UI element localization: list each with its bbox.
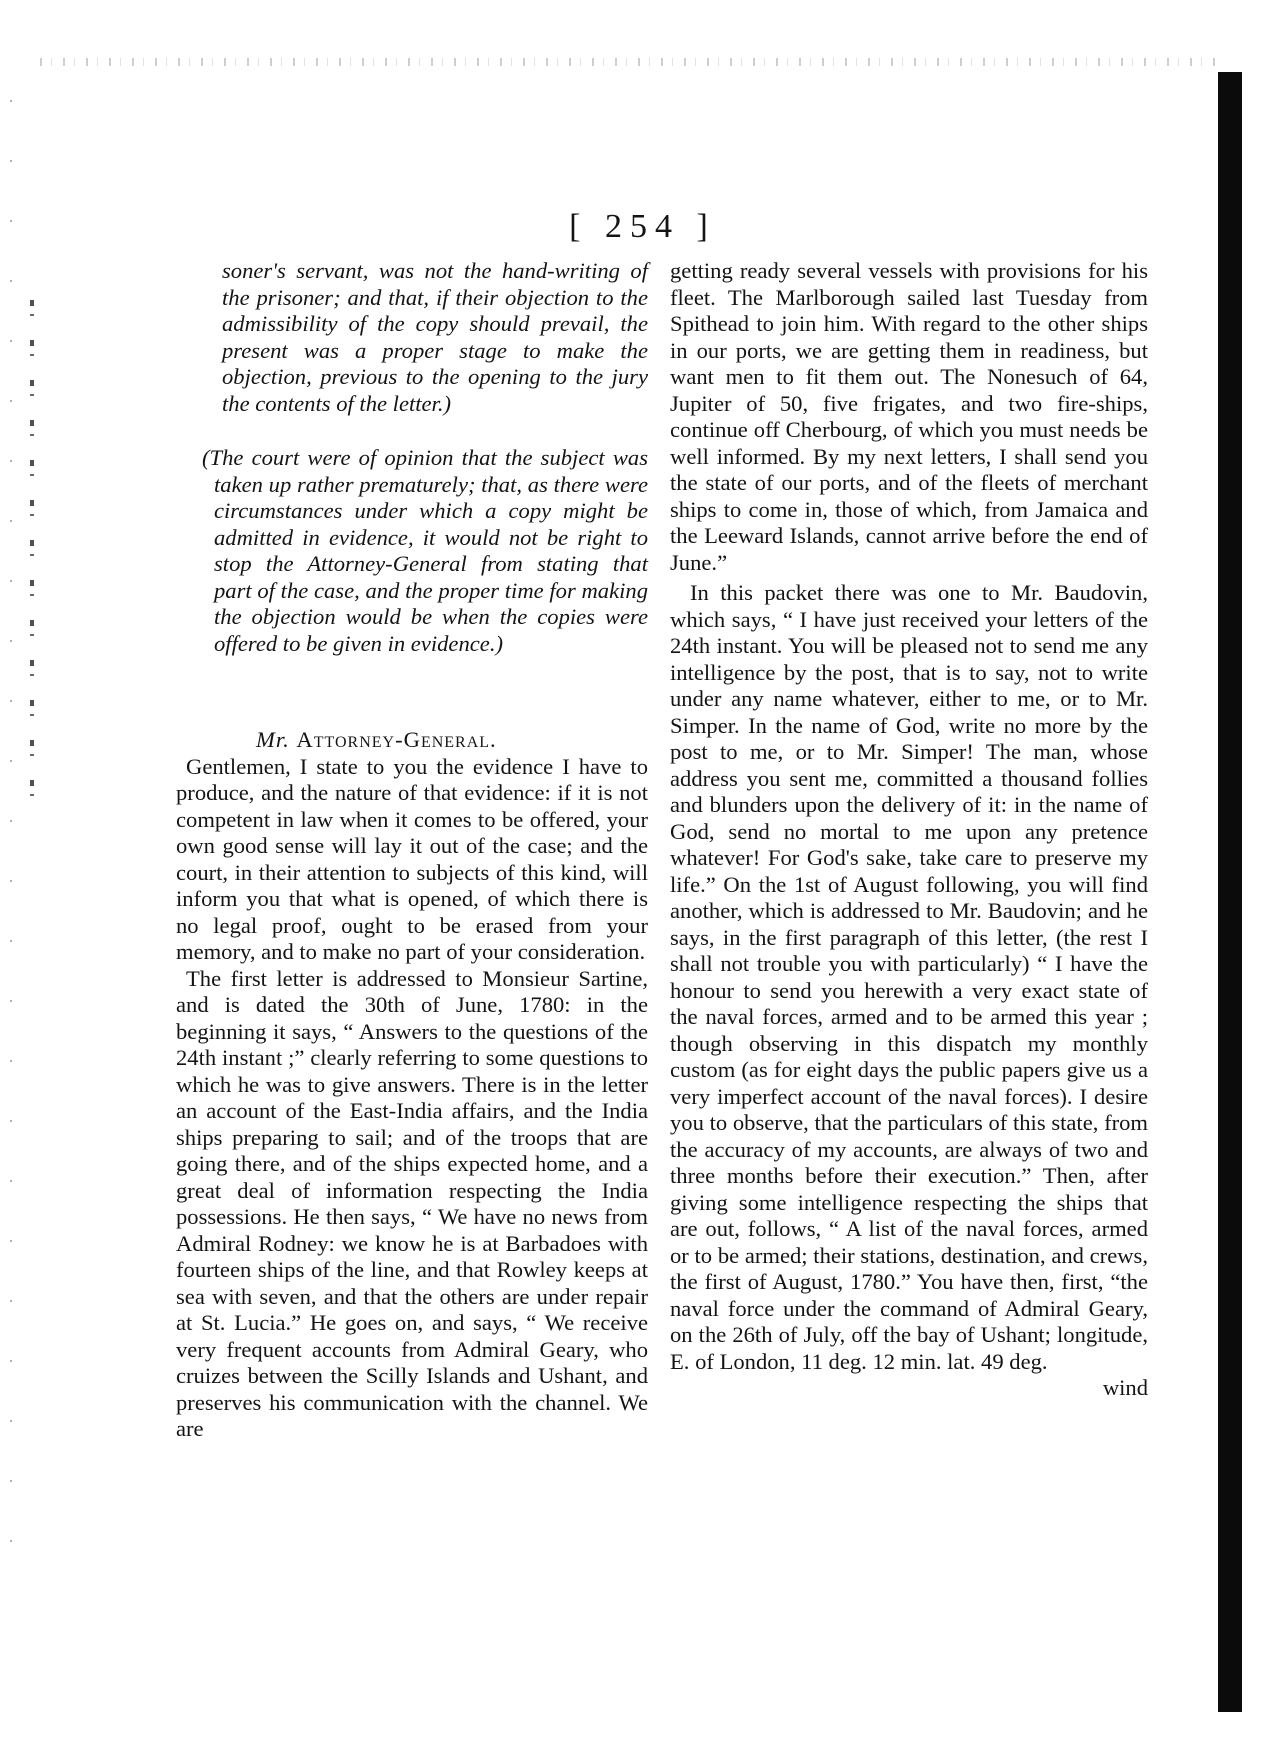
body-paragraph: The first letter is addressed to Monsieur Sartine, and is dated the 30th of June, 1780: in the beginning it says, “ Answers to the questions of the 24th instant ;” clearly referring to some questions to which he was to give answers. There is in the letter an account of the East-India affairs, and the India ships preparing to sail; and of the troops that are going there, and of the ships expected home, and a great deal of information respecting the India possessions. He then says, “ We have no news from Admiral Rodney: we know he is at Barbadoes with fourteen ships of the line, and that Rowley keeps at sea with seven, and that the others are under repair at St. Lucia.” He goes on, and says, “ We receive very frequent accounts from Admiral Geary, who cruizes between the Scilly Islands and Ushant, and preserves his communication with the channel. We are <box>176 965 648 1441</box>
scan-noise-top <box>40 58 1220 66</box>
page-number-header: [ 254 ] <box>569 208 716 245</box>
court-opinion-note: (The court were of opinion that the subject was taken up rather prematurely; that, as there were circumstances under which a copy might be admitted in evidence, it would not be right to stop the Attorney-General from stating that part of the case, and the proper time for making the objection would be when the copies were offered to be given in evidence.) <box>202 445 648 656</box>
speaker-heading <box>176 727 648 754</box>
speaker-prefix: Mr. <box>256 727 290 752</box>
left-column <box>176 258 648 1443</box>
scan-noise-left <box>30 300 34 820</box>
body-paragraph: Gentlemen, I state to you the evidence I have to produce, and the nature of that evidence: if it is not competent in law when it comes to be offered, your own good sense will lay it out of the case; and the court, in their attention to subjects of this kind, will inform you that what is opened, of which there is no legal proof, ought to be erased from your memory, and to make no part of your consideration. <box>176 753 648 964</box>
body-paragraph: getting ready several vessels with provisions for his fleet. The Marlborough sailed last Tuesday from Spithead to join him. With regard to the other ships in our ports, we are getting them in readiness, but want men to fit them out. The Nonesuch of 64, Jupiter of 50, five frigates, and two fire-ships, continue off Cherbourg, of which you must needs be well informed. By my next letters, I shall send you the state of our ports, and of the fleets of merchant ships to come in, those of which, from Jamaica and the Leeward Islands, cannot arrive before the end of June.” <box>670 258 1148 575</box>
catchword: wind <box>1102 1375 1148 1400</box>
speaker-name: Attorney-General. <box>296 727 497 752</box>
court-note-continued: soner's servant, was not the hand-writing of the prisoner; and that, if their objection to the admissibility of the copy should prevail, the present was a proper stage to make the objection, previous to the opening to the jury the contents of the letter.) <box>222 258 648 416</box>
scan-edge-shadow <box>1218 72 1242 1712</box>
right-column <box>670 258 1148 1402</box>
body-paragraph: In this packet there was one to Mr. Baudovin, which says, “ I have just received your letters of the 24th instant. You will be pleased not to send me any intelligence by the post, that is to say, not to write under any name whatever, either to me, or to Mr. Simper. In the name of God, write no more by the post to me, or to Mr. Simper! The man, whose address you sent me, committed a thousand follies and blunders upon the delivery of it: in the name of God, send no mortal to me upon any pretence whatever! For God's sake, take care to preserve my life.” On the 1st of August following, you will find another, which is addressed to Mr. Baudovin; and he says, in the first paragraph of this letter, (the rest I shall not trouble you with particularly) “ I have the honour to send you herewith a very exact state of the naval forces, armed and to be armed this year ; though observing in this dispatch my monthly custom (as for eight days the public papers give us a very imperfect account of the naval forces). I desire you to observe, that the particulars of this state, from the accuracy of my accounts, are always of two and three months before their execution.” Then, after giving some intelligence respecting the ships that are out, follows, “ A list of the naval forces, armed or to be armed; their stations, destination, and crews, the first of August, 1780.” You have then, first, “the naval force under the command of Admiral Geary, on the 26th of July, off the bay of Ushant; longitude, E. of London, 11 deg. 12 min. lat. 49 deg. <box>670 580 1148 1374</box>
scan-noise-left-faint <box>10 100 12 1600</box>
